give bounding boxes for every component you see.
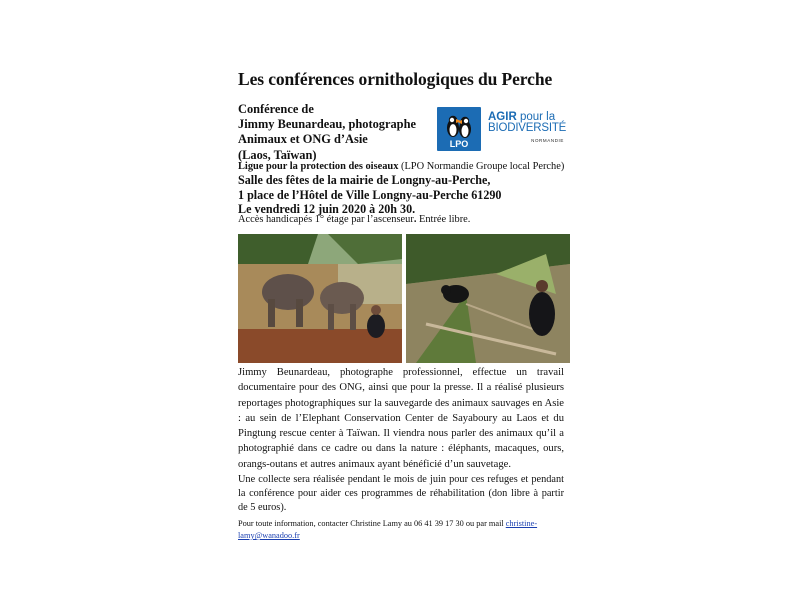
ligue-rest: (LPO Normandie Groupe local Perche) [398, 161, 565, 172]
pour-la-word: pour la [519, 111, 556, 123]
lpo-logo-text: LPO [449, 139, 469, 149]
contact-line [238, 518, 564, 542]
venue-line-2: 1 place de l’Hôtel de Ville Longny-au-Perche 61290 [238, 187, 502, 202]
lpo-logo [437, 107, 481, 151]
conference-line-2: Jimmy Beunardeau, photographe [238, 117, 416, 132]
ligue-line [238, 161, 572, 172]
normandie-word: NORMANDIE [531, 138, 564, 143]
agir-biodiversite-logo [488, 112, 568, 146]
document-title: Les conférences ornithologiques du Perche [238, 69, 553, 89]
conference-line-1: Conférence de [238, 102, 314, 116]
access-text: Accès handicapés 1° étage par l’ascenseur [238, 214, 414, 225]
conference-line-3: Animaux et ONG d’Asie [238, 132, 368, 147]
biodiversite-word: BIODIVERSITÉ [488, 122, 567, 134]
access-line [238, 214, 572, 225]
collecte-paragraph: Une collecte sera réalisée pendant le mois de juin pour ces refuges et pendant la conférence pour aider ces programmes de réhabilitation (don libre à partir de 5 euros). [238, 474, 564, 514]
body-paragraph: Jimmy Beunardeau, photographe professionnel, effectue un travail documentaire pour des ONG, ainsi que pour la presse. Il a réalisé plusieurs reportages photographiques sur la sauvegarde des animaux sauvages en Asie : au sein de l’Elephant Conservation Center de Sayaboury au Laos et du Pingtung rescue center à Taïwan. Il viendra nous parler des animaux qu’il a photographié dans ce cadre ou dans la nature : éléphants, macaques, ours, orangs-outans et autres animaux ayant bénéficié d’un sauvetage. [238, 367, 564, 470]
forest-bear-photo [406, 234, 570, 363]
agir-word: AGIR [488, 111, 517, 123]
venue-line-3: Le vendredi 12 juin 2020 à 20h 30. [238, 202, 416, 216]
venue-block [238, 173, 572, 217]
access-dot: . [413, 214, 417, 225]
access-rest: Entrée libre. [416, 214, 471, 225]
contact-text: Pour toute information, contacter Christine Lamy au 06 41 39 17 30 ou par mail [238, 519, 506, 528]
ligue-bold: Ligue pour la protection des oiseaux [238, 161, 399, 172]
conference-heading [238, 102, 438, 163]
elephants-photo [238, 234, 402, 363]
venue-line-1: Salle des fêtes de la mairie de Longny-au-Perche, [238, 173, 491, 187]
contact-email-link[interactable]: christine-lamy@wanadoo.fr [238, 519, 538, 540]
conference-line-4: (Laos, Taïwan) [238, 147, 317, 162]
